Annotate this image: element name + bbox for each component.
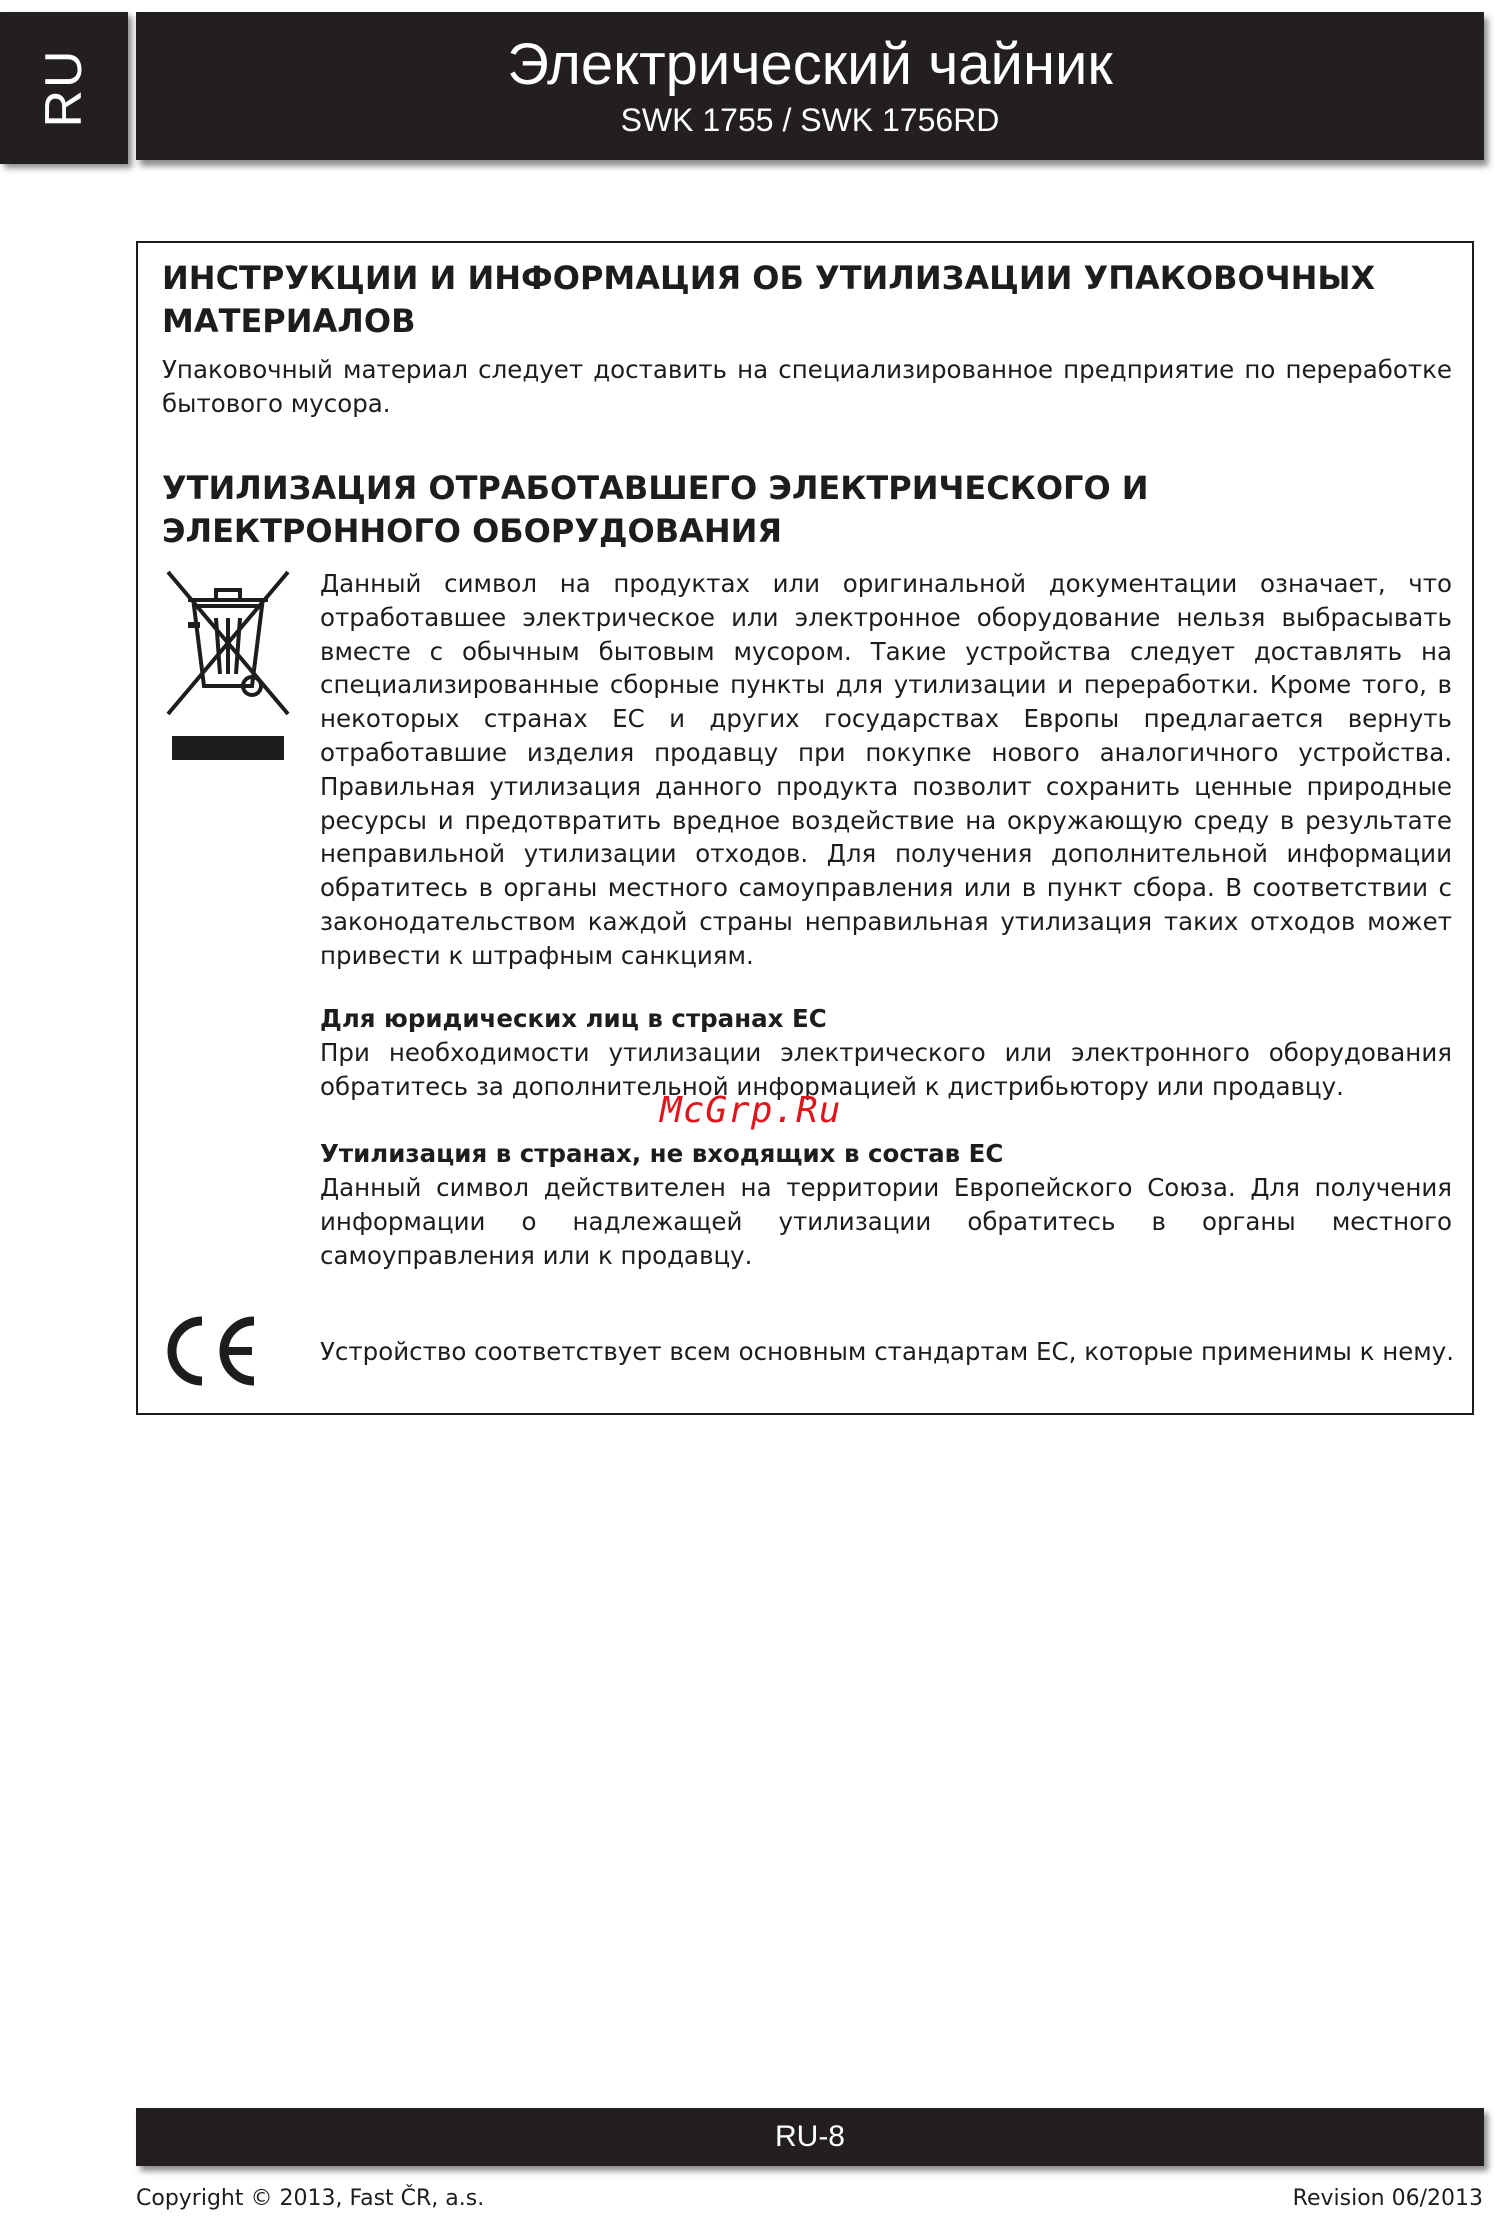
- weee-crossed-bin-icon: [160, 568, 296, 760]
- model-subtitle: SWK 1755 / SWK 1756RD: [620, 102, 1000, 138]
- non-eu-heading: Утилизация в странах, не входящих в состав ЕС: [320, 1139, 1004, 1168]
- packaging-text: Упаковочный материал следует доставить на специализированное предприятие по переработке бытового мусора.: [162, 355, 1452, 418]
- non-eu-text: Данный символ действителен на территории Европейского Союза. Для получения информации о надлежащей утилизации обратитесь в органы местного самоуправления или к продавцу.: [320, 1173, 1452, 1270]
- page-title: Электрический чайник: [507, 32, 1113, 97]
- title-bar: [136, 12, 1484, 160]
- weee-heading: УТИЛИЗАЦИЯ ОТРАБОТАВШЕГО ЭЛЕКТРИЧЕСКОГО И ЭЛЕКТРОННОГО ОБОРУДОВАНИЯ: [162, 469, 1149, 550]
- language-code: RU: [35, 48, 93, 128]
- language-tab: [0, 12, 128, 164]
- weee-text: Данный символ на продуктах или оригинальной документации означает, что отработавшее электрическое или электронное оборудование нельзя выбрасывать вместе с обычным бытовым мусором. Такие устройства следует доставлять на специализированные сборные пункты для утилизации и переработки. Кроме того, в некоторых странах ЕС и других государствах Европы предлагается вернуть отработавшие изделия продавцу при покупке нового аналогичного устройства. Правильная утилизация данного продукта позволит сохранить ценные природные ресурсы и предотвратить вредное воздействие на окружающую среду в результате неправильной утилизации отходов. Для получения дополнительной информации обратитесь в органы местного самоуправления или в пункт сбора. В соответствии с законодательством каждой страны неправильная утилизация таких отходов может привести к штрафным санкциям.: [320, 569, 1452, 970]
- revision: Revision 06/2013: [1292, 2186, 1483, 2211]
- page-number: RU-8: [774, 2120, 845, 2153]
- eu-legal-heading: Для юридических лиц в странах ЕС: [320, 1004, 827, 1033]
- copyright: Copyright © 2013, Fast ČR, a.s.: [136, 2186, 485, 2211]
- packaging-heading: ИНСТРУКЦИИ И ИНФОРМАЦИЯ ОБ УТИЛИЗАЦИИ УПАКОВОЧНЫХ МАТЕРИАЛОВ: [162, 259, 1376, 340]
- eu-legal-text: При необходимости утилизации электрического или электронного оборудования обратитесь за дополнительной информацией к дистрибьютору или продавцу.: [320, 1038, 1452, 1101]
- ce-mark-icon: [162, 1315, 260, 1387]
- page-number-bar: [136, 2108, 1484, 2166]
- disposal-info-box: [136, 241, 1474, 1415]
- watermark: McGrp.Ru: [660, 1090, 842, 1131]
- ce-text: Устройство соответствует всем основным стандартам ЕС, которые применимы к нему.: [320, 1337, 1455, 1366]
